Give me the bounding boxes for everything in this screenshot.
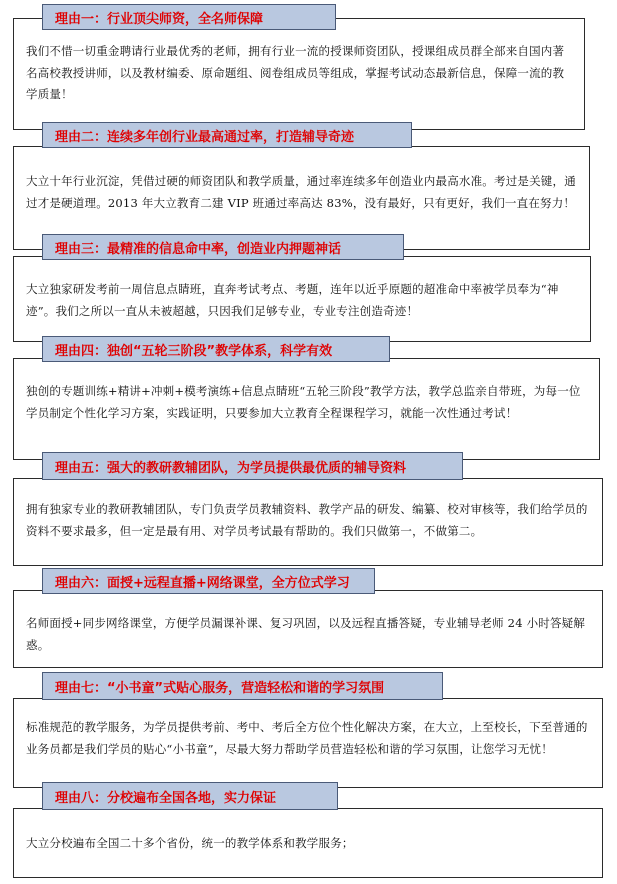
section-box-4 [13,358,600,460]
section-header-2: 理由二：连续多年创行业最高通过率，打造辅导奇迹 [42,122,412,148]
section-body-2: 大立十年行业沉淀，凭借过硬的师资团队和教学质量，通过率连续多年创造业内最高水准。考过是关键，通过才是硬道理。2013 年大立教育二建 VIP 班通过率高达 83%，没有最好，只有更好，我们一直在努力！ [26,174,576,210]
section-box-5 [13,478,603,566]
section-box-3 [13,256,591,342]
section-box-7 [13,698,603,788]
section-header-6: 理由六：面授+远程直播+网络课堂，全方位式学习 [42,568,375,594]
section-box-1 [13,18,585,130]
section-header-5: 理由五：强大的教研教辅团队，为学员提供最优质的辅导资料 [42,452,463,480]
section-body-5: 拥有独家专业的教研教辅团队，专门负责学员教辅资料、教学产品的研发、编纂、校对审核等，我们给学员的资料不要求最多，但一定是最有用、对学员考试最有帮助的。我们只做第一，不做第二。 [26,502,588,538]
section-box-6 [13,590,603,668]
section-header-4: 理由四：独创“五轮三阶段”教学体系，科学有效 [42,336,390,362]
section-body-1: 我们不惜一切重金聘请行业最优秀的老师，拥有行业一流的授课师资团队，授课组成员群全部来自国内著名高校教授讲师，以及教材编委、原命题组、阅卷组成员等组成，掌握考试动态最新信息，保障一流的教学质量！ [26,44,565,101]
section-box-8 [13,808,603,878]
section-body-8: 大立分校遍布全国二十多个省份，统一的教学体系和教学服务； [26,836,354,850]
section-body-7: 标准规范的教学服务，为学员提供考前、考中、考后全方位个性化解决方案，在大立，上至校长，下至普通的业务员都是我们学员的贴心“小书童”，尽最大努力帮助学员营造轻松和谐的学习氛围，让您学习无忧！ [26,720,588,756]
section-header-3: 理由三：最精准的信息命中率，创造业内押题神话 [42,234,404,260]
section-body-4: 独创的专题训练+精讲+冲刺+模考演练+信息点睛班“五轮三阶段”教学方法，教学总监亲自带班，为每一位学员制定个性化学习方案，实践证明，只要参加大立教育全程课程学习，就能一次性通过考试！ [26,384,581,420]
section-body-6: 名师面授+同步网络课堂，方便学员漏课补课、复习巩固，以及远程直播答疑，专业辅导老师 24 小时答疑解惑。 [26,616,586,652]
section-header-8: 理由八：分校遍布全国各地，实力保证 [42,782,338,810]
section-header-1: 理由一：行业顶尖师资，全名师保障 [42,4,336,30]
section-header-7: 理由七：“小书童”式贴心服务，营造轻松和谐的学习氛围 [42,672,443,700]
section-body-3: 大立独家研发考前一周信息点睛班，直奔考试考点、考题，连年以近乎原题的超准命中率被学员奉为“神迹”。我们之所以一直从未被超越，只因我们足够专业，专业专注创造奇迹！ [26,282,559,318]
